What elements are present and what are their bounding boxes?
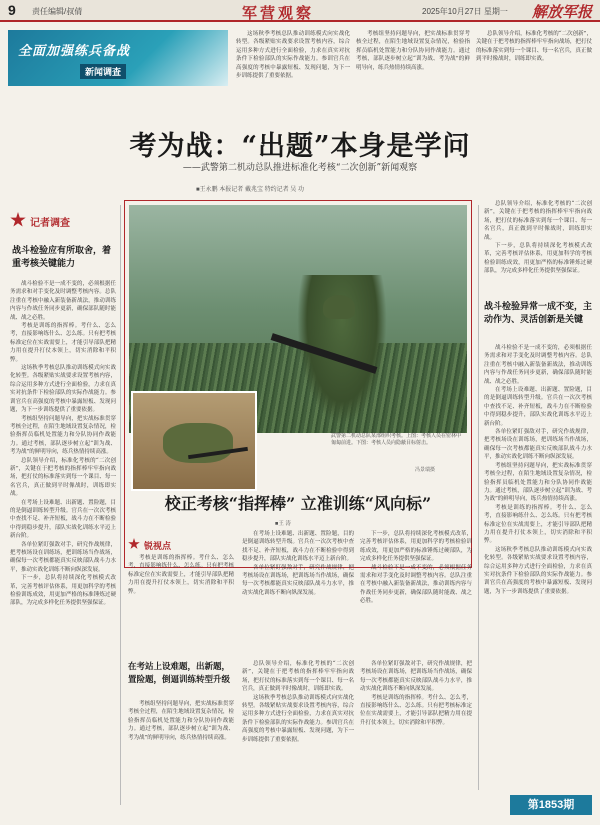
- column-divider: [120, 205, 121, 805]
- paragraph: 总队领导介绍，标准化考核的“二次创新”，关键在于把考核的指挥棒牢牢指向战场，把打仗的标准落实到每一个课目、每一名官兵，真正做到平时像战时，训练即实战。: [242, 661, 354, 693]
- paragraph: 总队领导介绍，标准化考核的“二次创新”，关键在于把考核的指挥棒牢牢指向战场，把打仗的标准落实到每一个课目、每一名官兵，真正做到平时像战时，训练即实战。: [484, 201, 592, 241]
- commentary-text-1: [128, 554, 234, 654]
- text-column-right: [484, 344, 592, 790]
- text-column-left: [10, 280, 116, 790]
- paragraph: 各单位紧盯强敌对手，研究作战规律，把考核场设在训练场，把训练场当作战场，确保每一次考核都能真实反映部队战斗力水平，推动实战化训练不断向纵深发展。: [242, 564, 354, 596]
- banner-subtitle: 新闻调查: [80, 64, 126, 79]
- paragraph: 各单位紧盯强敌对手，研究作战规律，把考核场设在训练场，把训练场当作战场，确保每一次考核都能真实反映部队战斗力水平，推动实战化训练不断向纵深发展。: [10, 541, 116, 573]
- article-title: 考为战：“出题”本身是学问: [129, 131, 471, 162]
- paragraph: 这场秋季考核总队推动训练模式向实战化转型。各级紧贴实战要求设置考核内容，综合运用多种方式进行全面检验，力求在真实对抗条件下检验部队的实际作战能力。参训官兵在高强度的考核中暴露短板、发现问题，为下一步训练提供了重要依据。: [484, 546, 592, 595]
- paragraph: 总队领导介绍，标准化考核的“二次创新”，关键在于把考核的指挥棒牢牢指向战场，把打仗的标准落实到每一个课目、每一名官兵，真正做到平时像战时，训练即实战。: [476, 31, 592, 63]
- helmet-shape: [323, 295, 355, 319]
- paragraph: 考核组坚持问题导向，把实战标准贯穿考核全过程，在陌生地域设置复杂情况，检验指挥员临机处置能力和分队协同作战能力。通过考核，部队逐步树立起“训为战、考为战”的鲜明导向，练兵热情持续高涨。: [128, 701, 234, 741]
- commentary-text-2: [242, 530, 354, 654]
- paragraph: 下一步，总队将持续深化考核模式改革，完善考核评估体系，用更加科学的考核检验训练成效，用更加严格的标准锤炼过硬部队，为完成多样化任务提供坚强保证。: [10, 575, 116, 607]
- text-column-top-2: [356, 30, 470, 112]
- text-column-bottom-1: [128, 700, 234, 810]
- issue-number-badge: 第1853期: [510, 795, 592, 815]
- text-column-top-3: [476, 30, 592, 112]
- paragraph: 下一步，总队将持续深化考核模式改革，完善考核评估体系，用更加科学的考核检验训练成效，用更加严格的标准锤炼过硬部队，为完成多样化任务提供坚强保证。: [484, 243, 592, 275]
- paragraph: 考核组坚持问题导向，把实战标准贯穿考核全过程，在陌生地域设置复杂情况，检验指挥员临机处置能力和分队协同作战能力。通过考核，部队逐步树立起“训为战、考为战”的鲜明导向，练兵热情持续高涨。: [10, 415, 116, 456]
- newspaper-logo: 解放军报: [531, 3, 592, 21]
- paragraph: 这场秋季考核总队推动训练模式向实战化转型。各级紧贴实战要求设置考核内容，综合运用多种方式进行全面检验，力求在真实对抗条件下检验部队的实际作战能力。参训官兵在高强度的考核中暴露短板、发现问题，为下一步训练提供了重要依据。: [242, 694, 354, 743]
- paragraph: 考核组坚持问题导向，把实战标准贯穿考核全过程，在陌生地域设置复杂情况，检验指挥员临机处置能力和分队协同作战能力。通过考核，部队逐步树立起“训为战、考为战”的鲜明导向，练兵热情持续高涨。: [356, 31, 470, 71]
- issue-date: 2025年10月27日 星期一: [422, 7, 508, 16]
- section-heading-1: 战斗检验应有所取舍，着重考核关键能力: [12, 245, 112, 268]
- section-heading-2: 战斗检验异常一成不变，主动作为、灵活创新是关键: [484, 301, 593, 324]
- paragraph: 考核组坚持问题导向，把实战标准贯穿考核全过程，在陌生地域设置复杂情况，检验指挥员临机处置能力和分队协同作战能力。通过考核，部队逐步树立起“训为战、考为战”的鲜明导向，练兵热情持续高涨。: [484, 462, 592, 503]
- photo-caption: 武警第二机动总队某部组织考核。上图：考核人员在密林中匍匐前进。下图：考核人员向隐蔽目标射击。: [331, 433, 462, 446]
- paragraph: 考核是训练的指挥棒。考什么、怎么考，直接影响练什么、怎么练。只有把考核标准定位在实战需要上，才能引导部队把精力用在提升打仗本领上，切实消除和平积弊。: [10, 323, 116, 363]
- paragraph: 总队领导介绍，标准化考核的“二次创新”，关键在于把考核的指挥棒牢牢指向战场，把打仗的标准落实到每一个课目、每一名官兵，真正做到平时像战时，训练即实战。: [10, 457, 116, 498]
- feature-author: ■王 涛: [275, 521, 291, 527]
- paragraph: 在考场上设难题、出新题、置险题，目的是倒逼训练转型升级。官兵在一次次考核中查找不足、补齐短板，战斗力在不断检验中得到稳步提升，部队实战化训练水平迈上新台阶。: [484, 387, 592, 427]
- commentary-heading: 在考站上设难题，出新题，置险题，倒逼训练转型升级: [128, 661, 231, 684]
- paragraph: 考核是训练的指挥棒。考什么、怎么考，直接影响练什么、怎么练。只有把考核标准定位在实战需要上，才能引导部队把精力用在提升打仗本领上，切实消除和平积弊。: [484, 504, 592, 545]
- paragraph: 在考场上设难题、出新题、置险题，目的是倒逼训练转型升级。官兵在一次次考核中查找不足、补齐短板，战斗力在不断检验中得到稳步提升，部队实战化训练水平迈上新台阶。: [242, 531, 354, 563]
- paragraph: 考核是训练的指挥棒。考什么、怎么考，直接影响练什么、怎么练。只有把考核标准定位在实战需要上，才能引导部队把精力用在提升打仗本领上，切实消除和平积弊。: [360, 694, 472, 726]
- page-editor-label: 责任编辑/叔倩: [32, 7, 83, 16]
- feature-title: 校正考核“指挥棒” 立准训练“风向标”: [164, 494, 432, 513]
- page-number: 9: [8, 2, 16, 18]
- paragraph: 各单位紧盯强敌对手，研究作战规律，把考核场设在训练场，把训练场当作战场，确保每一次考核都能真实反映部队战斗力水平，推动实战化训练不断向纵深发展。: [484, 429, 592, 461]
- text-column-right-top: [484, 200, 592, 292]
- feature-box: [124, 200, 472, 568]
- column-divider: [478, 205, 479, 790]
- column-name: 记者调查: [30, 218, 70, 229]
- text-column-bottom-2: [242, 660, 354, 810]
- text-column-top-1: [236, 30, 350, 112]
- paragraph: 在考场上设难题、出新题、置险题，目的是倒逼训练转型升级。官兵在一次次考核中查找不足、补齐短板，战斗力在不断检验中得到稳步提升，部队实战化训练水平迈上新台阶。: [10, 499, 116, 540]
- text-column-bottom-3: [360, 660, 472, 810]
- paragraph: 这场秋季考核总队推动训练模式向实战化转型。各级紧贴实战要求设置考核内容，综合运用多种方式进行全面检验，力求在真实对抗条件下检验部队的实际作战能力。参训官兵在高强度的考核中暴露短板、发现问题，为下一步训练提供了重要依据。: [236, 31, 350, 80]
- commentary-column-name: 锐视点: [144, 541, 172, 551]
- paragraph: 这场秋季考核总队推动训练模式向实战化转型。各级紧贴实战要求设置考核内容，综合运用多种方式进行全面检验，力求在真实对抗条件下检验部队的实际作战能力。参训官兵在高强度的考核中暴露短板、发现问题，为下一步训练提供了重要依据。: [10, 365, 116, 414]
- paragraph: 考核是训练的指挥棒。考什么、怎么考，直接影响练什么、怎么练。只有把考核标准定位在实战需要上，才能引导部队把精力用在提升打仗本领上，切实消除和平积弊。: [128, 555, 234, 595]
- commentary-text-3: [360, 530, 472, 654]
- paragraph: 战斗检验不是一成不变的，必须根据任务需求和对手变化及时调整考核内容。总队注重在考核中融入新装备新战法，推动训练内容与作战任务同步更新，确保部队随时能战、战之必胜。: [484, 345, 592, 385]
- article-byline: ■王永鹏 本报记者 戴兆宝 特约记者 吴 功: [196, 187, 304, 193]
- photo-credit: 冯景瑞摄: [415, 467, 436, 473]
- star-icon: [10, 212, 26, 228]
- paragraph: 战斗检验不是一成不变的，必须根据任务需求和对手变化及时调整考核内容。总队注重在考核中融入新装备新战法，推动训练内容与作战任务同步更新，确保部队随时能战、战之必胜。: [360, 564, 472, 605]
- page-header: [0, 0, 600, 22]
- paragraph: 各单位紧盯强敌对手，研究作战规律，把考核场设在训练场，把训练场当作战场，确保每一次考核都能真实反映部队战斗力水平，推动实战化训练不断向纵深发展。: [360, 661, 472, 693]
- article-subtitle: ——武警第二机动总队推进标准化考核“二次创新”新闻观察: [182, 163, 418, 173]
- inset-photo: [131, 391, 257, 491]
- column-banner: [8, 30, 228, 86]
- paragraph: 战斗检验不是一成不变的，必须根据任务需求和对手变化及时调整考核内容。总队注重在考核中融入新装备新战法，推动训练内容与作战任务同步更新，确保部队随时能战、战之必胜。: [10, 281, 116, 321]
- banner-title: 全面加强练兵备战: [18, 43, 131, 58]
- section-title: 军营观察: [242, 5, 315, 22]
- paragraph: 下一步，总队将持续深化考核模式改革，完善考核评估体系，用更加科学的考核检验训练成效，用更加严格的标准锤炼过硬部队，为完成多样化任务提供坚强保证。: [360, 531, 472, 563]
